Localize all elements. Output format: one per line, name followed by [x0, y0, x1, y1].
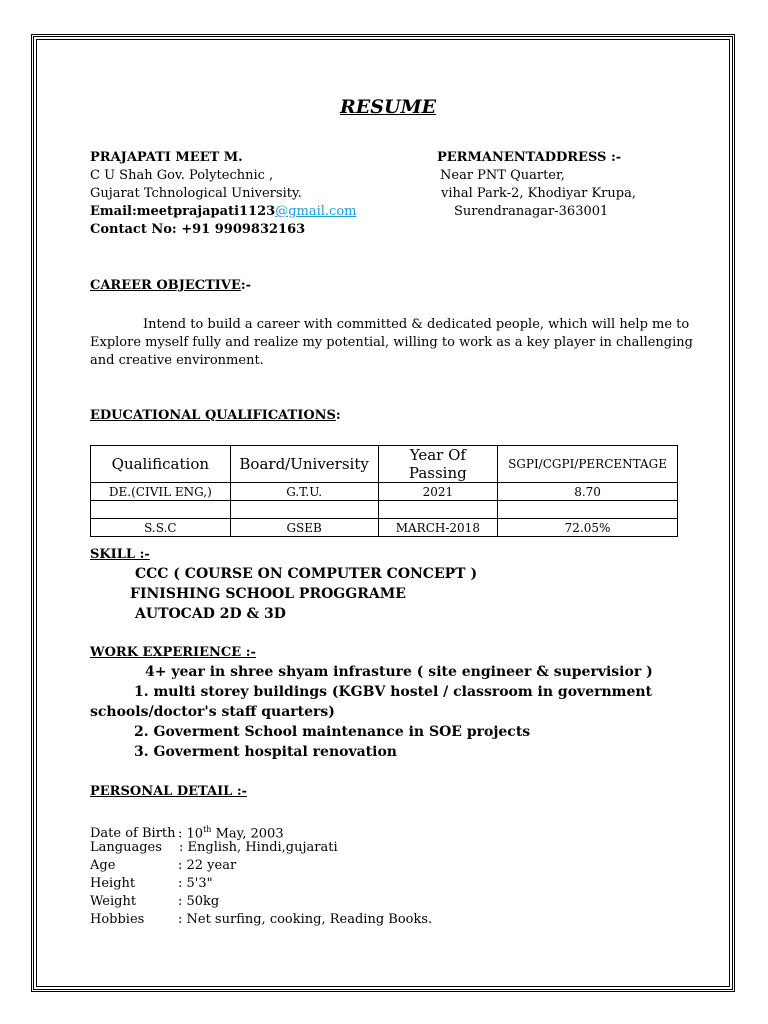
weight-label: Weight — [90, 894, 137, 909]
candidate-name: PRAJAPATI MEET M. — [90, 150, 243, 165]
email-line — [90, 203, 357, 221]
weight-row — [90, 893, 219, 911]
hobbies-value: : Net surfing, cooking, Reading Books. — [178, 912, 433, 927]
table-cell: S.S.C — [91, 519, 231, 537]
header-qualification: Qualification — [91, 446, 231, 483]
education-suffix: : — [335, 408, 341, 423]
work-line: schools/doctor's staff quarters) — [90, 704, 335, 720]
work-line: 4+ year in shree shyam infrasture ( site engineer & supervisior ) — [145, 664, 653, 680]
resume-title: RESUME — [340, 96, 437, 118]
institute-line: C U Shah Gov. Polytechnic , — [90, 168, 274, 183]
weight-value: : 50kg — [178, 894, 220, 909]
age-label: Age — [90, 858, 116, 873]
languages-value: : English, Hindi,gujarati — [179, 840, 338, 855]
table-cell: 2021 — [378, 483, 498, 501]
age-row — [90, 857, 236, 875]
table-row — [91, 519, 678, 537]
personal-detail-heading: PERSONAL DETAIL :- — [90, 784, 248, 799]
table-row — [91, 483, 678, 501]
dob-value-rest: May, 2003 — [211, 826, 284, 842]
address-line-1: Near PNT Quarter, — [440, 168, 565, 183]
career-objective-suffix: :- — [240, 278, 252, 293]
table-cell: DE.(CIVIL ENG,) — [91, 483, 231, 501]
career-objective-title: CAREER OBJECTIVE — [90, 278, 241, 293]
dob-value-day: : 10 — [178, 826, 204, 842]
languages-row — [90, 839, 338, 857]
header-board: Board/University — [230, 446, 378, 483]
career-objective-line-2: Explore myself fully and realize my potential, willing to work as a key player in challenging — [90, 335, 693, 350]
address-line-2: vihal Park-2, Khodiyar Krupa, — [441, 186, 636, 201]
address-line-3: Surendranagar-363001 — [454, 204, 609, 219]
header-score: SGPI/CGPI/PERCENTAGE — [498, 446, 678, 483]
skill-heading: SKILL :- — [90, 547, 150, 562]
hobbies-row — [90, 911, 432, 929]
contact-number: Contact No: +91 9909832163 — [90, 222, 306, 237]
work-line: 1. multi storey buildings (KGBV hostel / classroom in government — [134, 684, 653, 700]
university-line: Gujarat Tchnological University. — [90, 186, 302, 201]
table-row — [91, 501, 678, 519]
table-cell — [378, 501, 498, 519]
dob-suffix: th — [203, 825, 212, 834]
table-header-row — [91, 446, 678, 483]
table-cell: 72.05% — [498, 519, 678, 537]
table-cell — [91, 501, 231, 519]
height-label: Height — [90, 876, 136, 891]
address-heading: PERMANENTADDRESS :- — [437, 150, 622, 165]
table-cell: G.T.U. — [230, 483, 378, 501]
height-value: : 5'3" — [178, 876, 213, 891]
header-year: Year Of Passing — [378, 446, 498, 483]
table-cell: MARCH-2018 — [378, 519, 498, 537]
table-cell: 8.70 — [498, 483, 678, 501]
email-label: Email:meetprajapati1123 — [90, 204, 276, 219]
work-line: 2. Goverment School maintenance in SOE projects — [134, 724, 531, 740]
languages-label: Languages — [90, 840, 162, 855]
education-heading — [90, 407, 341, 425]
education-table — [90, 445, 678, 537]
career-objective-line-1: Intend to build a career with committed & dedicated people, which will help me to — [143, 317, 690, 332]
work-line: 3. Goverment hospital renovation — [134, 744, 397, 760]
education-title: EDUCATIONAL QUALIFICATIONS — [90, 408, 336, 423]
skill-item: CCC ( COURSE ON COMPUTER CONCEPT ) — [135, 566, 478, 582]
table-cell: GSEB — [230, 519, 378, 537]
email-link[interactable]: @gmail.com — [275, 204, 357, 219]
hobbies-label: Hobbies — [90, 912, 145, 927]
career-objective-heading — [90, 277, 251, 295]
table-cell — [230, 501, 378, 519]
height-row — [90, 875, 213, 893]
work-experience-heading: WORK EXPERIENCE :- — [90, 645, 256, 660]
age-value: : 22 year — [178, 858, 237, 873]
skill-item: FINISHING SCHOOL PROGGRAME — [130, 586, 406, 602]
table-cell — [498, 501, 678, 519]
skill-item: AUTOCAD 2D & 3D — [135, 606, 286, 622]
career-objective-line-3: and creative environment. — [90, 353, 264, 368]
dob-label: Date of Birth — [90, 826, 176, 842]
